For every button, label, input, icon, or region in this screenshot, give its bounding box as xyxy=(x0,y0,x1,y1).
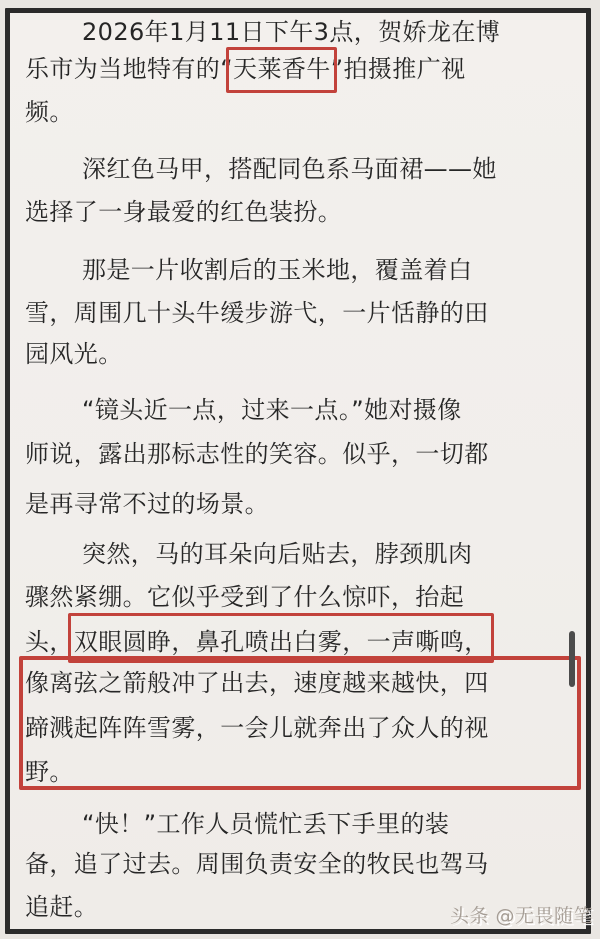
text-line-4 xyxy=(25,150,497,188)
line-text: 头， xyxy=(25,628,74,656)
line-text: 追赶。 xyxy=(25,893,99,921)
line-text: 野。 xyxy=(25,758,74,786)
line-text: 雪，周围几十头牛缓步游弋，一片恬静的田 xyxy=(25,299,489,327)
line-text: 选择了一身最爱的红色装扮。 xyxy=(25,198,343,226)
line-text: 深红色马甲，搭配同色系马面裙——她 xyxy=(82,155,497,183)
line-text: 骤然紧绷。它似乎受到了什么惊吓，抬起 xyxy=(25,583,465,611)
text-line-3 xyxy=(25,93,74,131)
text-line-16 xyxy=(25,709,489,747)
scrollbar-thumb[interactable] xyxy=(569,631,575,687)
text-line-8 xyxy=(25,335,123,373)
text-line-18 xyxy=(25,805,449,843)
highlight-box-tianlai-xiangniu xyxy=(233,50,331,88)
line-text: ”拍摄推广视 xyxy=(330,55,466,83)
text-line-2 xyxy=(25,50,466,88)
line-text: 乐市为当地特有的“ xyxy=(25,55,234,83)
line-text: 是再寻常不过的场景。 xyxy=(25,490,269,518)
highlighted-text: 双眼圆睁，鼻孔喷出白雾，一声嘶鸣， xyxy=(73,628,489,656)
line-text: 师说，露出那标志性的笑容。似乎，一切都 xyxy=(25,440,489,468)
line-text: 蹄溅起阵阵雪雾，一会儿就奔出了众人的视 xyxy=(25,714,489,742)
line-text: “镜头近一点，过来一点。”她对摄像 xyxy=(82,396,462,424)
text-line-19 xyxy=(25,845,489,883)
text-line-11 xyxy=(25,485,269,523)
text-line-15 xyxy=(25,664,489,702)
text-line-6 xyxy=(25,251,472,289)
text-line-7 xyxy=(25,294,489,332)
highlighted-text: 天莱香牛 xyxy=(233,55,331,83)
text-line-9 xyxy=(25,391,462,429)
watermark: 头条 @无畏随笔 xyxy=(450,905,594,927)
line-text: 突然，马的耳朵向后贴去，脖颈肌肉 xyxy=(82,540,473,568)
line-text: 频。 xyxy=(25,98,74,126)
text-line-10 xyxy=(25,435,489,473)
line-text: 园风光。 xyxy=(25,340,123,368)
line-text: “快！”工作人员慌忙丢下手里的装 xyxy=(82,810,450,838)
highlight-box-horse-startled xyxy=(74,623,489,661)
line-text: 那是一片收割后的玉米地，覆盖着白 xyxy=(82,256,473,284)
text-line-17 xyxy=(25,753,74,791)
text-line-20 xyxy=(25,888,98,926)
text-line-13 xyxy=(25,578,464,616)
text-line-14 xyxy=(25,623,489,661)
text-line-5 xyxy=(25,193,342,231)
text-line-12 xyxy=(25,535,472,573)
text-line-1 xyxy=(25,13,500,51)
line-text: 2026年1月11日下午3点，贺娇龙在博 xyxy=(82,18,501,46)
line-text: 备，追了过去。周围负责安全的牧民也驾马 xyxy=(25,850,489,878)
line-text: 像离弦之箭般冲了出去，速度越来越快，四 xyxy=(25,669,489,697)
